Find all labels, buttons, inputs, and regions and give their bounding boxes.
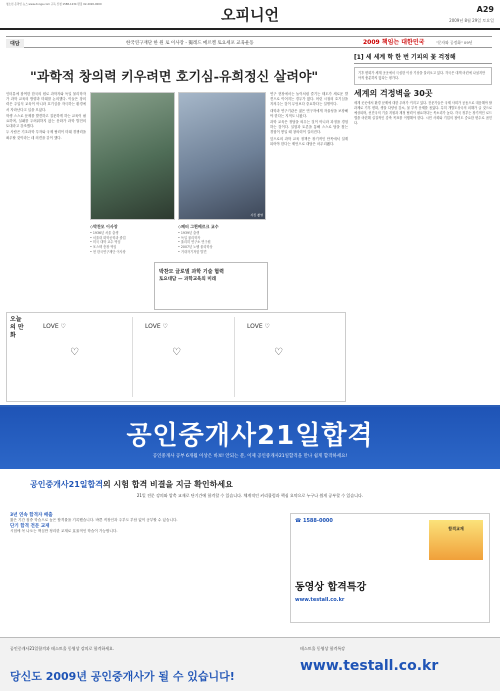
panel-text: LOVE ♡ (145, 323, 168, 330)
ad-subtitle (30, 479, 233, 490)
cartoon-strip (6, 312, 346, 402)
promo-site-link[interactable]: www.testall.co.kr (295, 597, 345, 603)
ad-footer-text: 공인중개사21일합격과 테스트올 동영상 강의로 합격하세요. (10, 646, 115, 651)
ad-item-text: 시험에 꼭 나오는 핵심만 정리한 교재로 효율적인 학습이 가능합니다. (10, 529, 118, 534)
profile-line: • 독일 물리학자 (178, 235, 201, 240)
promo-brand (295, 578, 366, 604)
advertisement (0, 405, 500, 691)
paragraph: 앞으로의 과학 교육 정책은 장기적인 안목에서 설계되어야 한다는 제언으로 대담은 마무리됐다. (270, 136, 348, 146)
ad-title: 공인중개사21일합격 (126, 421, 374, 451)
ad-subtitle-brand: 공인중개사21일합격 (30, 480, 103, 489)
heart-icon: ♡ (70, 347, 79, 358)
profile-line: • 율리히 연구소 연구원 (178, 240, 211, 245)
ad-banner (0, 407, 500, 469)
ad-items (10, 513, 280, 535)
article-column-2 (270, 92, 348, 312)
interview-photo-left (90, 92, 175, 220)
cartoon-panel (35, 317, 133, 397)
profile-right (178, 225, 258, 255)
ad-site-label: 테스트올 동영상 합격특강 (300, 646, 346, 651)
ad-item-text: 짧은 기간 집중 학습으로 높은 합격률을 기록했습니다. 바쁜 직장인과 주부도 부담 없이 공부할 수 있습니다. (10, 518, 178, 523)
ad-cta: 당신도 2009년 공인중개사가 될 수 있습니다! (10, 670, 235, 683)
article-column-1 (6, 92, 86, 312)
page-header (0, 0, 500, 30)
issue-date: 2009년 8월 29일 토요일 (449, 18, 494, 23)
photo-credit: 사진 촬영 (250, 213, 263, 217)
section-bar (6, 36, 492, 48)
profile-line: • 현 한국연구재단 이사장 (90, 249, 126, 254)
ad-promo-box[interactable] (290, 513, 490, 623)
cartoon-panels (35, 317, 341, 397)
quote-box (154, 262, 268, 310)
interview-photo-right (178, 92, 266, 220)
cartoon-panel (137, 317, 235, 397)
phone-number[interactable]: ☎ 1588-0000 (295, 518, 333, 524)
ad-subtitle-text: 의 시험 합격 비결을 지금 확인하세요 (102, 480, 233, 489)
profile-name: ◇페터 그륀베르크 교수 (178, 224, 219, 229)
sidebar-headline: [1] 세 세계 학 한 번 기피의 꽃 걱정해 (354, 52, 492, 64)
profile-line: • 거대자기저항 발견 (178, 249, 207, 254)
profile-line: • 미국 대학 교수 역임 (90, 240, 121, 245)
section-title: 오피니언 (221, 6, 279, 24)
heart-icon: ♡ (172, 347, 181, 358)
profile-line: • 서울대 화학공학과 졸업 (90, 235, 126, 240)
heart-icon: ♡ (274, 347, 283, 358)
paragraph: 학생 스스로 문제를 발견하고 질문하게 하는 교육이 필요하며, 실패를 두려워하지 않는 문화가 과학 발전의 토대라고 강조했다. (6, 113, 86, 129)
paragraph: 대학과 연구기관은 젊은 연구자에게 자율성을 보장해야 한다는 지적도 나왔다. (270, 108, 348, 118)
profile-line: • 2007년 노벨 물리학상 (178, 245, 213, 250)
paragraph: 인터뷰에 참여한 한국의 원로 과학자와 독일 물리학자가 과학 교육의 방향과 미래를 논의했다. 이들은 창의력은 주입식 교육이 아니라 호기심을 자극하는 환경에서 자라난다고 입을 모았다. (6, 92, 86, 112)
ad-site-link[interactable]: www.testall.co.kr (300, 658, 439, 674)
ad-footer (0, 637, 500, 691)
profile-line: • 포스텍 총장 역임 (90, 245, 117, 250)
page-number: A29 (476, 5, 494, 14)
section-tag: 대담 (6, 39, 24, 48)
sidebar-text: 세계 곳곳에서 환경 문제에 대한 우려가 커지고 있다. 전문가들은 국제 사회가 공동으로 대응해야 할 과제로 기후 변화, 생물 다양성 감소, 물 부족 문제를 꼽았다. 특히 개발도상국의 피해가 클 것으로 예상되며, 선진국의 기술 지원과 재정 협력이 필요하다는 목소리가 높다. 각국 정부는 장기적인 로드맵을 마련해 실질적인 감축 목표를 이행해야 한다. 시민 사회와 기업의 참여도 중요한 변수로 꼽힌다. (354, 101, 492, 126)
sidebar-box: 기후 변화가 세계 곳곳에서 극심한 이상 기상을 불러오고 있다. 각국은 대책 마련에 나섰지만 아직 충분하지 않다는 평가다. (354, 67, 492, 85)
promo-brand-name: 동영상 합격특강 (295, 582, 367, 593)
ad-item-heading: 단기 합격 전문 교재 (10, 523, 50, 529)
ad-description: 21일 전문 강의와 압축 교재로 단기간에 합격할 수 있습니다. 체계적인 커리큘럼과 핵심 요약으로 누구나 쉽게 공부할 수 있습니다. (136, 493, 364, 498)
sidebar-column (354, 52, 492, 126)
quote-lead: 박찬모 글로벌 과학 기술 협력 (159, 269, 224, 275)
ad-item-heading: 3년 연속 합격자 배출 (10, 513, 53, 518)
profile-line: • 1939년 출생 (178, 230, 200, 235)
profile-left (90, 225, 170, 255)
sidebar-title: 세계의 걱정벽을 30곳 (354, 89, 433, 98)
cartoon-caption: 오늘의 만화 (10, 316, 24, 339)
profile-name: ◇박찬모 이사장 (90, 224, 118, 229)
paragraph: 과학 교육은 정답을 외우는 것이 아니라 과정을 경험하는 것이다. 실험과 토론을 통해 스스로 답을 찾는 경험이 쌓일 때 창의력이 길러진다. (270, 120, 348, 135)
profile-line: • 1936년 서울 출생 (90, 230, 119, 235)
header-meta: 청소년 온라인 뉴스 www.donga.com 구독 신청 1588-1234 편집 02-2020-0000 (6, 3, 102, 6)
panel-text: LOVE ♡ (43, 323, 66, 330)
cartoon-panel (239, 317, 337, 397)
lead-meta: 한국연구재단 한 원 로 이사장 - 獨레드 메르켈 토요세포 교육운동 (126, 41, 254, 46)
paragraph: 두 사람은 기초과학 투자와 국제 협력이 미래 경쟁력을 좌우할 것이라는 데 의견을 같이 했다. (6, 130, 86, 140)
panel-text: LOVE ♡ (247, 323, 270, 330)
main-headline: "과학적 창의력 키우려면 호기심-유희정신 살려야" (30, 70, 319, 85)
quote-sub: 토요대담 — 과학교육의 미래 (159, 277, 217, 282)
paragraph: 연구 현장에서는 놀이처럼 즐기는 태도가 새로운 발견으로 이어지는 경우가 많다. 어린 시절의 호기심을 지켜주는 것이 무엇보다 중요하다는 설명이다. (270, 92, 348, 107)
sidebar-series-sub: "문자와 공정화" 09년 (436, 40, 473, 45)
book-image: 합격교재 (429, 520, 483, 560)
ad-tagline: 공인중개사 공부 6개월 이상은 바보! 안되는 분, 이제 공인중개사21일합격을 만나 쉽게 합격하세요! (152, 454, 348, 459)
sidebar-series-tag: 2009 책임는 대한민국 (363, 39, 425, 46)
